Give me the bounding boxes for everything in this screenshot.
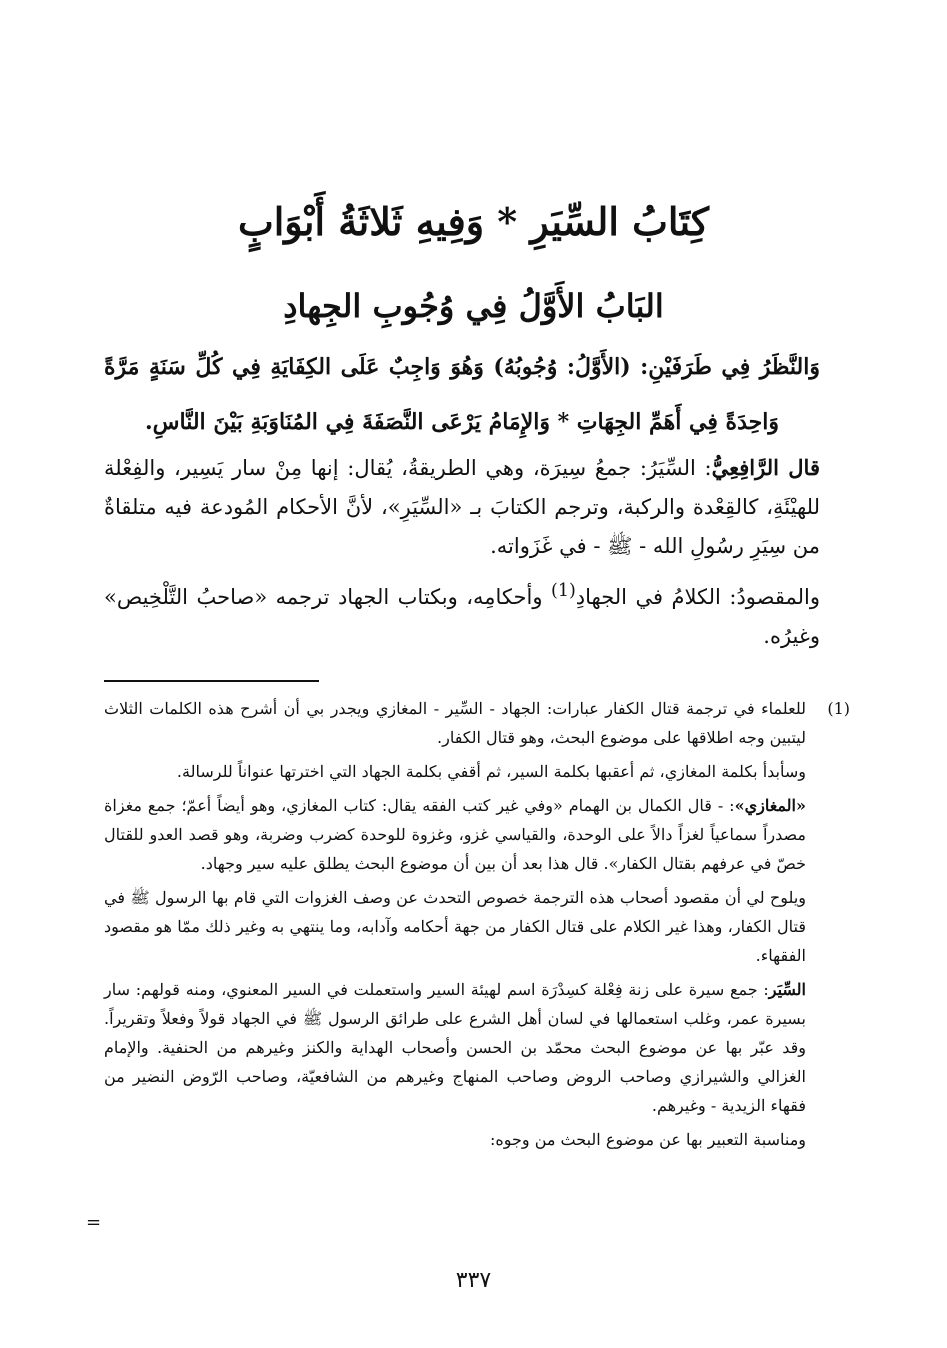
book-title: كِتَابُ السِّيَرِ * وَفِيهِ ثَلاثَةُ أَبْوَابٍ <box>237 199 710 244</box>
footnote-text: وسأبدأ بكلمة المغازي، ثم أعقبها بكلمة السير، ثم أقفي بكلمة الجهاد التي اخترتها عنواناً للرسالة. <box>176 762 806 781</box>
footnote-paragraph <box>104 791 806 878</box>
footnote-body <box>104 694 806 1159</box>
commentary-paragraph <box>104 572 820 656</box>
commentary-text: والمقصودُ: الكلامُ في الجهادِ <box>575 585 821 609</box>
footnote-term: السِّيَر <box>768 980 806 999</box>
footnote-paragraph <box>104 1125 806 1154</box>
footnote-number: (1) <box>827 699 850 718</box>
footnote-text: : - قال الكمال بن الهمام «وفي غير كتب الفقه يقال: كتاب المغازي، وهو أيضاً أعمّ؛ جمع مغزاة مصدراً سماعياً لغزاً دالاً على الوحدة، والقياسي غزو، وغزوة للوحدة كضرب وضربة، وهو قصد العدو للقتال خصّ في عرفهم بقتال الكفار». قال هذا بعد أن بين أن موضوع البحث يطلق عليه سير وجهاد. <box>104 796 807 873</box>
footnotes-section <box>104 694 850 1159</box>
footnote-text: : جمع سيرة على زنة فِعْلة كسِدْرَة اسم لهيئة السير واستعملت في السير المعنوي، ومنه قولهم: سار بسيرة عمر، وغلب استعمالها في لسان أهل الشرع على طرائق الرسول ﷺ في الجهاد قولاً وفعلاً وتقريراً. وقد عبّر بها عن موضوع البحث محمّد بن الحسن وأصحاب الهداية والكنز وغيرهم من الحنفية. والإمام الغزالي والشيرازي وصاحب الروض وصاحب المنهاج وغيرهم من الشافعيّة، وصاحب الرّوض النضير من فقهاء الزيدية - وغيرهم. <box>104 980 807 1115</box>
matn-text: وَالنَّظَرُ فِي طَرَفَيْنِ: (الأَوَّلُ: وُجُوبُهُ) وَهُوَ وَاجِبٌ عَلَى الكِفَايَةِ فِي كُلِّ سَنَةٍ مَرَّةً وَاحِدَةً فِي أَهَمِّ الجِهَاتِ * وَالإِمَامُ يَرْعَى النَّصَفَةَ فِي المُنَاوَبَةِ بَيْنَ النَّاسِ. <box>104 354 820 435</box>
footnote-reference: (1) <box>550 581 576 601</box>
footnote <box>104 694 850 1159</box>
commentary-text: : السِّيَرُ: جمعُ سِيرَة، وهي الطريقةُ، يُقال: إنها مِنْ سار يَسِير، والفِعْلة للهيْئَةِ، كالقِعْدة والركبة، وترجم الكتابَ بـ «السِّيَرِ»، لأنَّ الأحكام المُودعة فيه متلقاةٌ من سِيَرِ رسُولِ الله - ﷺ - في غَزَواته. <box>104 456 820 558</box>
footnote-paragraph <box>104 757 806 786</box>
chapter-title: البَابُ الأَوَّلُ فِي وُجُوبِ الجِهادِ <box>283 287 664 325</box>
footnote-text: للعلماء في ترجمة قتال الكفار عبارات: الجهاد - السِّير - المغازي ويجدر بي أن أشرح هذه الكلمات الثلاث ليتبين وجه اطلاقها على موضوع البحث، وهو قتال الكفار. <box>104 699 806 747</box>
continuation-mark: = <box>86 1212 102 1233</box>
footnote-divider <box>104 680 319 682</box>
page-number: ٣٣٧ <box>455 1268 492 1293</box>
footnote-text: ويلوح لي أن مقصود أصحاب هذه الترجمة خصوص التحدث عن وصف الغزوات التي قام بها الرسول ﷺ في قتال الكفار، وهذا غير الكلام على قتال الكفار من جهة أحكامه وآدابه، وما ينتهي به وغير ذلك ممّا هو مقصود الفقهاء. <box>104 888 806 965</box>
commentary-text: وأحكامِه، وبكتاب الجهاد ترجمه «صاحبُ التَّلْخِيص» وغيرُه. <box>104 585 820 648</box>
footnote-paragraph <box>104 883 806 970</box>
commentary-speaker: قال الرَّافِعِيُّ <box>711 455 820 480</box>
footnote-term: «المغازي» <box>734 796 806 815</box>
commentary-paragraph <box>104 448 820 566</box>
footnote-paragraph <box>104 975 806 1120</box>
footnote-paragraph <box>104 694 806 752</box>
footnote-text: ومناسبة التعبير بها عن موضوع البحث من وجوه: <box>489 1130 806 1149</box>
